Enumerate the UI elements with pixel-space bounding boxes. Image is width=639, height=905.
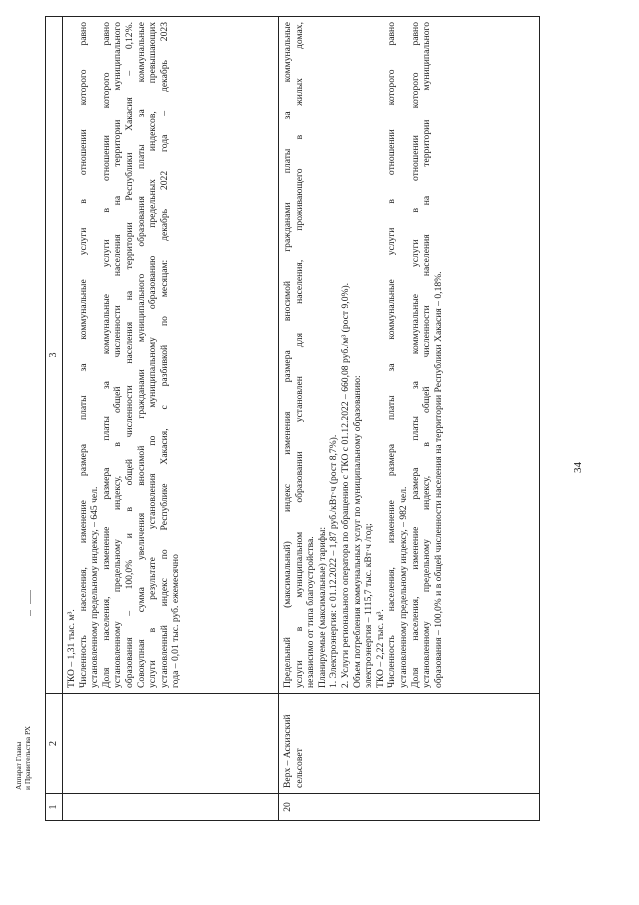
text-line: года – 0,01 тыс. руб. ежемесячно (170, 554, 182, 688)
text-line: услуги в муниципальном образовании установлен для населения, проживающего в жилых домах, (293, 22, 305, 688)
row-number: 20 (279, 794, 540, 821)
margin-mark (30, 590, 31, 604)
text-line: Доля населения, изменение размера платы за коммунальные услуги в отношении которого равно (409, 22, 421, 688)
text-line: образования – 100,0% и в общей численности населения на территории Республики Хакасия – 0,18%. (432, 271, 444, 688)
text-line: образования – 100,0% и в общей численности населения на территории Республики Хакасия – 0,12%. (123, 22, 135, 688)
text-line: ТКО – 2,22 тыс. м³. (374, 609, 386, 688)
text-line: 2. Услуги регионального оператора по обращению с ТКО с 01.12.2022 – 660,08 руб./м³ (рост 9,0%). (339, 282, 351, 688)
text-line: установленному предельному индексу, – 982 чел. (397, 486, 409, 688)
text-line: установленному предельному индексу, в общей численности населения на территории муниципального (421, 22, 433, 688)
row-description (63, 17, 279, 694)
text-line: независимо от типа благоустройства. (305, 536, 317, 688)
stamp-line: Аппарат Главы (14, 741, 23, 790)
text-line: Планируемые (максимальные) тарифы: (316, 526, 328, 688)
header-col-1: 1 (46, 794, 63, 821)
text-line: Объем потребления коммунальных услуг по муниципальному образованию: (351, 375, 363, 688)
municipality-name: Верх – Аскизский сельсовет (279, 694, 540, 794)
office-stamp (14, 680, 32, 790)
text-line: Численность населения, изменение размера платы за коммунальные услуги в отношении которого равно (77, 22, 89, 688)
row-number (63, 794, 279, 821)
text-line: установленному предельному индексу, – 645 чел. (89, 486, 101, 688)
table-header-row (46, 17, 63, 821)
table-row (63, 17, 279, 821)
header-col-2: 2 (46, 694, 63, 794)
text-line: ТКО – 1,31 тыс. м³. (66, 609, 77, 688)
text-line: Совокупная сумма увеличения вносимой гражданами муниципального образования платы за коммунальные (135, 22, 147, 688)
header-col-3: 3 (46, 17, 63, 694)
tariff-table (45, 16, 540, 821)
text-line: 1. Электроэнергия: с 01.12.2022 – 1,87 руб./кВт·ч (рост 8,7%). (328, 434, 340, 688)
text-line: Доля населения, изменение размера платы за коммунальные услуги в отношении которого равно (100, 22, 112, 688)
municipality-name (63, 694, 279, 794)
text-line: электроэнергия – 1115,7 тыс. кВт·ч /год; (363, 523, 375, 688)
page-number: 34 (572, 462, 584, 473)
text-line: установленному предельному индексу, в общей численности населения на территории муниципального (112, 22, 124, 688)
text-line: Предельный (максимальный) индекс изменения размера вносимой гражданами платы за коммунальные (282, 22, 293, 688)
table-row (279, 17, 540, 821)
stamp-line: и Правительства РХ (23, 725, 32, 790)
text-line: услуги в результате установления по муниципальному образованию предельных индексов, превышающих (147, 22, 159, 688)
text-line: установленный индекс по Республике Хакасия, с разбивкой по месяцам: декабрь 2022 года – декабрь 2023 (158, 22, 170, 688)
margin-mark (30, 610, 31, 616)
row-description (279, 17, 540, 694)
text-line: Численность населения, изменение размера платы за коммунальные услуги в отношении которого равно (386, 22, 398, 688)
